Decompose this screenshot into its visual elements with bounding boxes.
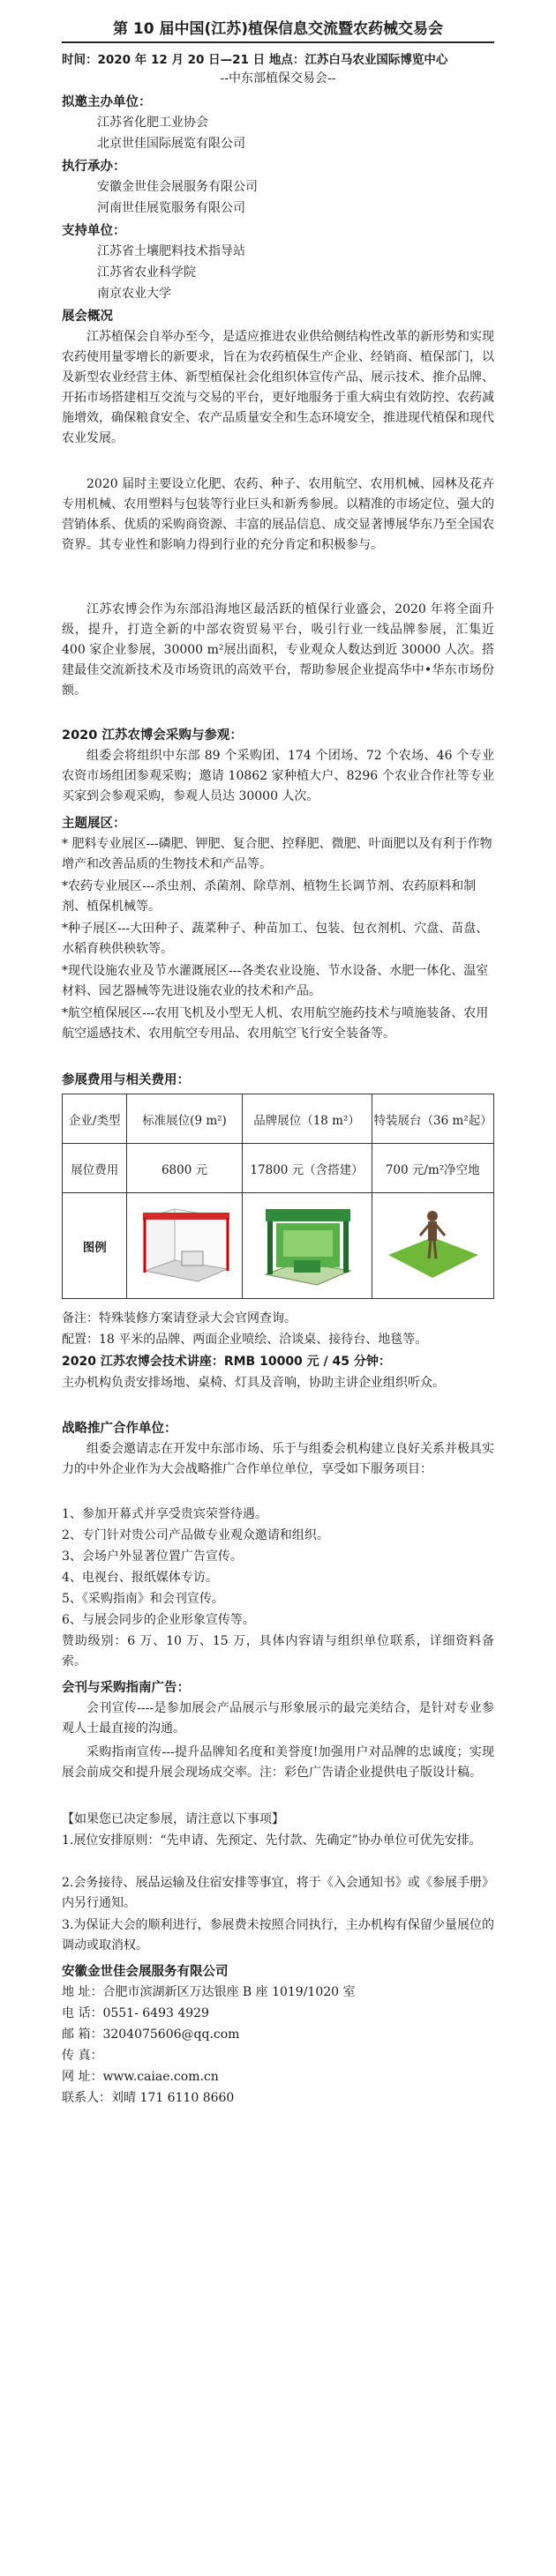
support-item: 南京农业大学 [97,287,171,301]
ads-paragraph: 会刊宣传----是参加展会产品展示与形象展示的最完美结合，是针对专业参观人士最直接的沟通。 [62,1701,494,1736]
col-special: 特装展台（36 m²起） [372,1094,493,1144]
page-subtitle: --中东部植保交易会-- [220,71,336,86]
zone-item: *种子展区---大田种子、蔬菜种子、种苗加工、包装、包衣剂机、穴盘、苗盘、水稻育秧供秧软等。 [62,922,489,956]
host-item: 江苏省化肥工业协会 [97,116,208,130]
sponsor-levels: 赞助级别：6 万、10 万、15 万，具体内容请与组织单位联系，详细资料备索。 [62,1634,494,1669]
overview-paragraph: 2020 届时主要设立化肥、农药、种子、农用航空、农用机械、园林及花卉专用机械、农用塑料与包装等行业巨头和新秀参展。以精准的市场定位、强大的营销体系、优质的采购商资源、丰富的展品信息、成交显著博展华东乃至全国农资界。其专业性和影响力得到行业的充分肯定和积极参与。 [62,477,494,552]
contact-email: 邮 箱：3204075606@qq.com [62,2027,240,2042]
fees-figure-row [63,1193,494,1299]
zones-heading: 主题展区： [62,817,126,831]
standard-booth-illustration [127,1193,242,1299]
page-title: 第 10 届中国(江苏)植保信息交流暨农药械交易会 [112,20,444,38]
apply-item: 2.会务接待、展品运输及住宿安排等事宜，将于《入会通知书》或《参展手册》内另行通知。 [62,1876,494,1910]
support-item: 江苏省农业科学院 [97,265,196,280]
apply-item: 3.为保证大会的顺利进行，参展费未按照合同执行，主办机构有保留少量展位的调动或取消权。 [62,1918,494,1953]
special-space-icon [379,1200,485,1288]
exec-item: 河南世佳展览服务有限公司 [97,201,245,215]
host-item: 北京世佳国际展览有限公司 [97,137,245,151]
contact-address: 地 址：合肥市滨湖新区万达银座 B 座 1019/1020 室 [62,1985,356,1999]
contact-fax: 传 真： [62,2049,103,2063]
row-label: 展位费用 [63,1144,127,1193]
seminar-heading: 2020 江苏农博会技术讲座：RMB 10000 元 / 45 分钟： [62,1355,391,1369]
buyers-paragraph: 组委会将组织中东部 89 个采购团、174 个团场、72 个农场、46 个专业农资市场组团参观采购；邀请 10862 家种植大户、8296 个农业合作社等专业买家到会参观采购，参观人员达 30000 人次。 [62,749,494,803]
fees-table [62,1094,494,1299]
seminar-paragraph: 主办机构负责安排场地、桌椅、灯具及音响，协助主讲企业组织听众。 [62,1376,445,1390]
brand-booth-illustration [242,1193,372,1299]
contact-company: 安徽金世佳会展服务有限公司 [62,1965,229,1979]
partner-item: 6、与展会同步的企业形象宣传等。 [62,1613,255,1627]
brand-booth-icon [259,1198,356,1290]
contact-person: 联系人：刘晴 171 6110 8660 [62,2091,235,2105]
col-type: 企业/类型 [63,1094,127,1144]
standard-booth-icon [136,1200,233,1288]
support-item: 江苏省土壤肥料技术指导站 [97,244,245,258]
partner-item: 5、《采购指南》和会刊宣传。 [62,1592,224,1606]
fees-heading: 参展费用与相关费用： [62,1073,190,1087]
overview-paragraph: 江苏农博会作为东部沿海地区最活跃的植保行业盛会，2020 年将全面升级，提升，打造全新的中部农资贸易平台，吸引行业一线品牌参展，汇集近 400 家企业参展，30000 m²展出面积，专业观众人数达到近 30000 人次。搭建最佳交流新技术及市场资讯的高效平台，帮助参展企业提高华中•华东市场份额。 [62,602,494,698]
partner-heading: 战略推广合作单位： [62,1422,177,1436]
col-standard: 标准展位(9 m²) [127,1094,242,1144]
support-heading: 支持单位： [62,224,126,238]
note-config: 配置：18 平米的品牌、两面企业喷绘、洽谈桌、接待台、地毯等。 [62,1333,428,1347]
note-decoration: 备注：特殊装修方案请登录大会官网查询。 [62,1311,297,1325]
partner-item: 3、会场户外显著位置广告宣传。 [62,1549,243,1564]
apply-item: 1.展位安排原则：“先申请、先预定、先付款、先确定”协办单位可优先安排。 [62,1833,482,1848]
special-fee: 700 元/m²净空地 [372,1144,493,1193]
contact-website: 网 址：www.caiae.com.cn [62,2070,219,2084]
buyers-heading: 2020 江苏农博会采购与参观： [62,728,243,743]
standard-fee: 6800 元 [127,1144,242,1193]
special-booth-illustration [372,1193,493,1299]
partner-item: 2、专门针对贵公司产品做专业观众邀请和组织。 [62,1528,329,1542]
ads-paragraph: 采购指南宣传---提升品牌知名度和美誉度!加强用户对品牌的忠诚度；实现展会前成交和提升展会现场成交率。注：彩色广告请企业提供电子版设计稿。 [62,1745,494,1780]
ads-heading: 会刊与采购指南广告： [62,1681,190,1695]
zone-item: *现代设施农业及节水灌溉展区---各类农业设施、节水设备、水肥一体化、温室材料、园艺器械等先进设施农业的技术和产品。 [62,964,489,998]
event-time-location: 时间：2020 年 12 月 20 日—21 日 地点：江苏白马农业国际博览中心 [62,53,448,67]
contact-phone: 电 话：0551- 6493 4929 [62,2006,209,2020]
exec-item: 安徽金世佳会展服务有限公司 [97,180,258,194]
zone-item: * 肥料专业展区---磷肥、钾肥、复合肥、控释肥、微肥、叶面肥以及有利于作物增产和改善品质的生物技术和产品等。 [62,837,492,871]
zone-item: *航空植保展区---农用飞机及小型无人机、农用航空施药技术与喷施装备、农用航空遥感技术、农用航空专用品、农用航空飞行安全装备等。 [62,1006,489,1041]
fees-header-row [63,1094,494,1144]
exec-heading: 执行承办： [62,160,126,174]
partner-item: 1、参加开幕式并享受贵宾荣誉待遇。 [62,1507,267,1521]
col-brand: 品牌展位（18 m²） [242,1094,372,1144]
zone-item: *农药专业展区---杀虫剂、杀菌剂、除草剂、植物生长调节剂、农药原料和制剂、植保机械等。 [62,879,477,914]
fees-price-row [63,1144,494,1193]
partner-item: 4、电视台、报纸媒体专访。 [62,1571,218,1585]
figure-label: 图例 [63,1193,127,1299]
overview-heading: 展会概况 [62,310,113,324]
partner-intro: 组委会邀请志在开发中东部市场、乐于与组委会机构建立良好关系并极具实力的中外企业作为大会战略推广合作单位单位，享受如下服务项目： [62,1442,494,1476]
apply-heading: 【如果您已决定参展，请注意以下事项】 [62,1812,284,1826]
overview-paragraph: 江苏植保会自举办至今，是适应推进农业供给侧结构性改革的新形势和实现农药使用量零增长的新要求，旨在为农药植保生产企业、经销商、植保部门，以及新型农业经营主体、新型植保社会化组织体宣传产品、展示技术、推介品牌、开拓市场搭建相互交流与交易的平台，更好地服务于重大病虫有效防控、农药减施增效，确保粮食安全、农产品质量安全和生态环境安全，推进现代植保和现代农业发展。 [62,330,494,445]
host-heading: 拟邀主办单位： [62,95,152,109]
brand-fee: 17800 元（含搭建） [242,1144,372,1193]
title-divider [62,41,494,43]
